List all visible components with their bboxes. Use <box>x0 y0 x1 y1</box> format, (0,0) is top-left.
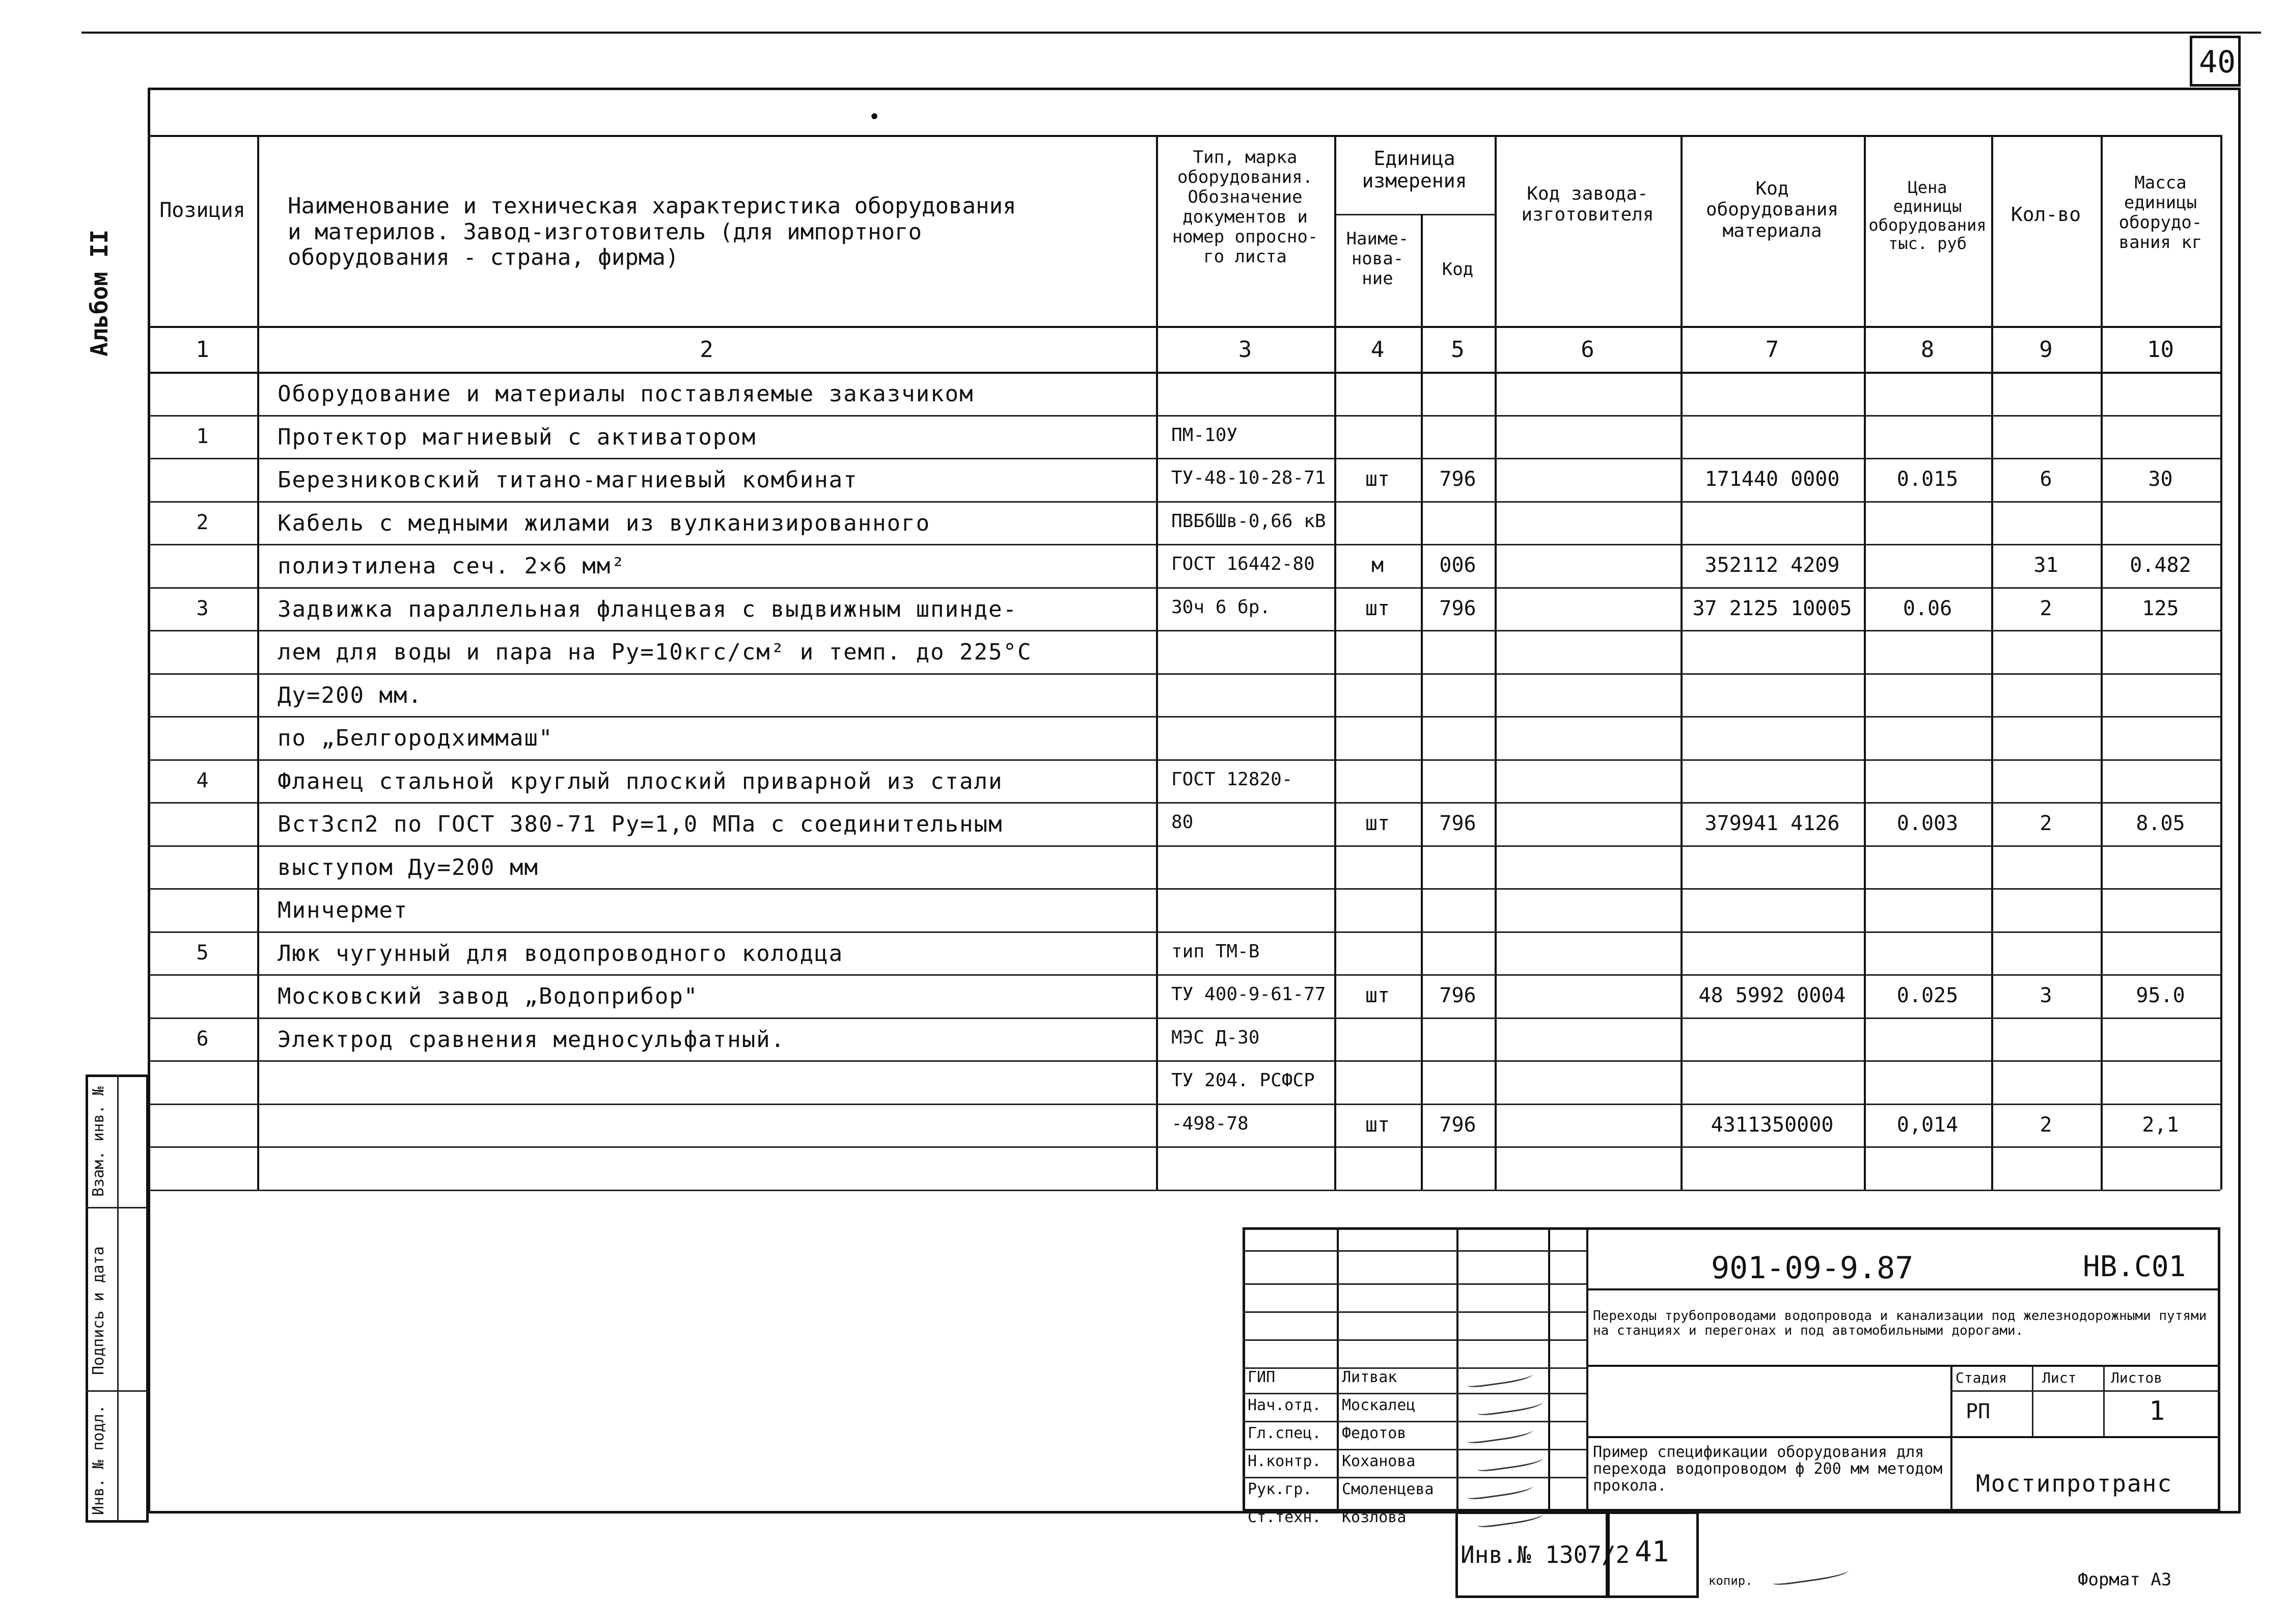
column-number: 4 <box>1370 337 1385 363</box>
cell-price: 0.003 <box>1896 812 1959 835</box>
cell-unit-code: 796 <box>1439 1113 1476 1137</box>
cell-price: 0.015 <box>1896 467 1959 491</box>
header-unit: Единица измерения <box>1362 147 1467 192</box>
column-number: 2 <box>700 337 713 363</box>
cell-material-code: 379941 4126 <box>1704 812 1840 835</box>
cell-position: 5 <box>196 941 209 965</box>
cell-position: 1 <box>196 424 209 448</box>
column-number: 8 <box>1920 337 1935 363</box>
role-label: ГИП <box>1248 1368 1276 1386</box>
role-label: Гл.спец. <box>1248 1424 1321 1442</box>
role-label: Ст.техн. <box>1248 1508 1321 1526</box>
cell-name: Московский завод „Водоприбор" <box>278 983 699 1009</box>
header-mass: Масса единицы оборудо- вания кг <box>2118 173 2202 253</box>
cell-name: выступом Ду=200 мм <box>278 854 539 880</box>
cell-price: 0.06 <box>1903 596 1952 620</box>
cell-qty: 6 <box>2040 467 2052 491</box>
cell-type: тип ТМ-В <box>1171 941 1260 962</box>
album-label: Альбом II <box>86 229 113 356</box>
cell-unit-code: 006 <box>1439 554 1476 577</box>
cell-unit: шт <box>1365 1113 1390 1137</box>
side-stamp-inv: Инв. № подл. <box>90 1405 107 1515</box>
copy-label: копир. <box>1709 1574 1753 1588</box>
cell-price: 0.025 <box>1896 984 1959 1007</box>
cell-name: Минчермет <box>278 897 408 923</box>
top-dot: • <box>868 105 881 129</box>
cell-name: Люк чугунный для водопроводного колодца <box>278 940 844 967</box>
cell-unit: шт <box>1365 467 1390 491</box>
cell-mass: 30 <box>2148 467 2173 491</box>
header-factory-code: Код завода- изготовителя <box>1521 183 1654 226</box>
table-row <box>148 888 2220 931</box>
person-name: Козлова <box>1342 1508 1407 1526</box>
person-name: Смоленцева <box>1342 1480 1434 1498</box>
cell-name: лем для воды и пара на Ру=10кгс/см² и темп. до 225°С <box>278 639 1032 665</box>
header-material-code: Код оборудования материала <box>1705 178 1839 241</box>
cell-position: 3 <box>196 596 209 620</box>
header-qty: Кол-во <box>2010 203 2081 226</box>
side-stamp-vzam: Взам. инв. № <box>90 1086 107 1197</box>
inv-number: Инв.№ 1307/2 <box>1461 1541 1630 1568</box>
cell-position: 2 <box>196 510 209 534</box>
column-number: 6 <box>1581 337 1594 363</box>
cell-type: ПМ-10У <box>1171 424 1238 446</box>
cell-type: ГОСТ 12820- <box>1171 768 1293 790</box>
sheet-title: Пример спецификации оборудования для перехода водопроводом ф 200 мм методом прокола. <box>1593 1443 1943 1495</box>
column-number: 1 <box>196 337 209 363</box>
person-name: Литвак <box>1342 1368 1397 1386</box>
cell-mass: 2,1 <box>2142 1113 2179 1137</box>
cell-type: ТУ 400-9-61-77 <box>1171 984 1326 1005</box>
cell-name: по „Белгородхиммаш" <box>278 725 554 751</box>
cell-type: 80 <box>1171 812 1194 833</box>
role-label: Н.контр. <box>1248 1452 1321 1470</box>
column-number: 9 <box>2039 337 2053 363</box>
cell-qty: 2 <box>2040 596 2052 620</box>
header-unit-name: Наиме- нова- ние <box>1346 229 1409 289</box>
cell-material-code: 171440 0000 <box>1704 467 1840 491</box>
cell-name: Вст3сп2 по ГОСТ 380-71 Ру=1,0 МПа с соединительным <box>278 811 1003 837</box>
cell-name: Оборудование и материалы поставляемые заказчиком <box>278 381 974 407</box>
cell-position: 4 <box>196 768 209 792</box>
cell-unit: шт <box>1365 596 1390 620</box>
column-number: 3 <box>1238 337 1252 363</box>
table-row <box>148 1146 2220 1190</box>
cell-name: Березниковский титано-магниевый комбинат <box>278 467 858 493</box>
copy-signature <box>1772 1564 1849 1587</box>
cell-qty: 2 <box>2040 812 2052 835</box>
cell-mass: 8.05 <box>2136 812 2185 835</box>
sheet-code: НВ.С01 <box>2083 1250 2186 1283</box>
cell-unit-code: 796 <box>1439 467 1476 491</box>
role-label: Рук.гр. <box>1248 1480 1312 1498</box>
doc-code: 901-09-9.87 <box>1711 1250 1914 1286</box>
cell-mass: 0.482 <box>2130 554 2191 577</box>
cell-mass: 95.0 <box>2136 984 2185 1007</box>
sheets-value: 1 <box>2149 1396 2165 1426</box>
cell-unit: м <box>1371 554 1384 577</box>
cell-name: Кабель с медными жилами из вулканизированного <box>278 510 931 536</box>
column-number: 5 <box>1451 337 1465 363</box>
cell-type: ТУ-48-10-28-71 <box>1171 467 1326 488</box>
cell-name: полиэтилена сеч. 2×6 мм² <box>278 553 626 579</box>
cell-unit-code: 796 <box>1439 596 1476 620</box>
column-number: 7 <box>1765 337 1779 363</box>
stage-value: РП <box>1966 1400 1991 1423</box>
cell-qty: 31 <box>2033 554 2058 577</box>
cell-material-code: 37 2125 10005 <box>1692 596 1852 620</box>
cell-name: Протектор магниевый с активатором <box>278 424 757 450</box>
format-label: Формат А3 <box>2078 1570 2172 1590</box>
column-number: 10 <box>2147 337 2174 363</box>
cell-material-code: 4311350000 <box>1711 1113 1834 1137</box>
cell-type: 30ч 6 бр. <box>1171 596 1271 618</box>
cell-name: Фланец стальной круглый плоский приварной из стали <box>278 768 1003 794</box>
cell-mass: 125 <box>2142 596 2179 620</box>
person-name: Федотов <box>1342 1424 1407 1442</box>
sheet-number-top: 40 <box>2199 44 2236 80</box>
header-type: Тип, марка оборудования. Обозначение документов и номер опросно- го листа <box>1172 147 1318 267</box>
header-unit-code: Код <box>1442 259 1474 280</box>
table-row <box>148 673 2220 717</box>
cell-type: ПВБбШв-0,66 кВ <box>1171 510 1326 532</box>
cell-name: Ду=200 мм. <box>278 682 423 708</box>
header-name: Наименование и техническая характеристика оборудования и материлов. Завод-изготовитель (для импортного оборудования - страна, фирма) <box>288 193 1016 271</box>
cell-unit-code: 796 <box>1439 984 1476 1007</box>
side-stamp-podpis: Подпись и дата <box>90 1246 107 1375</box>
cell-unit: шт <box>1365 812 1390 835</box>
person-name: Москалец <box>1342 1396 1416 1414</box>
sheet-label: Лист <box>2042 1369 2077 1386</box>
cell-name: Задвижка параллельная фланцевая с выдвижным шпинде- <box>278 596 1018 622</box>
cell-position: 6 <box>196 1027 209 1051</box>
sheets-label: Листов <box>2111 1369 2163 1386</box>
cell-material-code: 352112 4209 <box>1704 554 1840 577</box>
cell-qty: 3 <box>2040 984 2052 1007</box>
cell-type: МЭС Д-30 <box>1171 1027 1260 1048</box>
project-title: Переходы трубопроводами водопровода и канализации под железнодорожными путями на станциях и перегонах и под автомобильными дорогами. <box>1593 1308 2207 1338</box>
header-price: Цена единицы оборудования тыс. руб <box>1868 178 1987 254</box>
header-position: Позиция <box>159 199 245 222</box>
cell-unit: шт <box>1365 984 1390 1007</box>
person-name: Коханова <box>1342 1452 1416 1470</box>
cell-type: -498-78 <box>1171 1113 1249 1134</box>
cell-unit-code: 796 <box>1439 812 1476 835</box>
organization-name: Мостипротранс <box>1976 1470 2173 1497</box>
cell-name: Электрод сравнения медносульфатный. <box>278 1026 786 1053</box>
cell-material-code: 48 5992 0004 <box>1698 984 1846 1007</box>
cell-type: ТУ 204. РСФСР <box>1171 1070 1315 1091</box>
cell-type: ГОСТ 16442-80 <box>1171 554 1315 574</box>
cell-qty: 2 <box>2040 1113 2052 1137</box>
page-number: 41 <box>1635 1535 1669 1568</box>
cell-price: 0,014 <box>1896 1113 1959 1137</box>
role-label: Нач.отд. <box>1248 1396 1321 1414</box>
stage-label: Стадия <box>1956 1369 2007 1386</box>
